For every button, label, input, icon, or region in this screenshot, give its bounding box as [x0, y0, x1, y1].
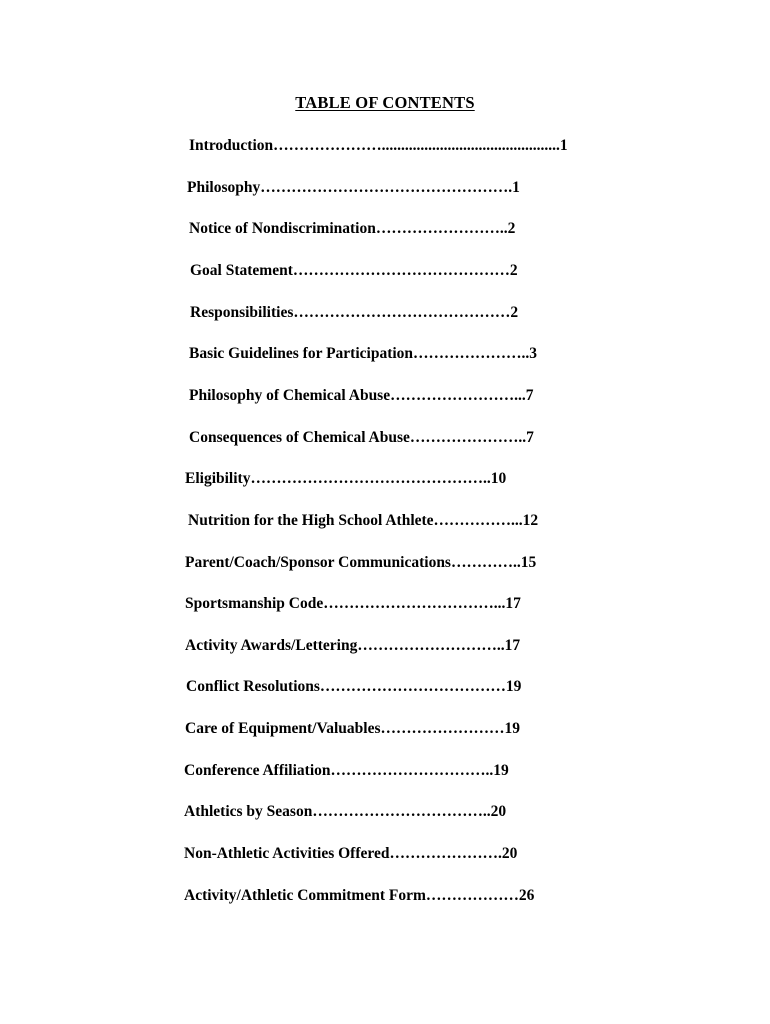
toc-entry: Care of Equipment/Valuables……………………19: [185, 720, 521, 737]
toc-entry: Philosophy………………………………………….1: [187, 179, 520, 196]
toc-entry: Nutrition for the High School Athlete……………...12: [188, 512, 539, 529]
toc-entry: Introduction…………………..............................................1: [189, 137, 568, 154]
toc-entry: Activity/Athletic Commitment Form………………26: [184, 887, 535, 904]
toc-entry: Responsibilities……………………………………2: [190, 304, 519, 321]
toc-entry: Eligibility………………………………………..10: [185, 470, 507, 487]
page-title: TABLE OF CONTENTS: [295, 93, 475, 112]
toc-entry: Conference Affiliation…………………………..19: [184, 762, 509, 779]
toc-entry: Sportsmanship Code……………………………...17: [185, 595, 521, 612]
toc-entry: Activity Awards/Lettering………………………..17: [185, 637, 521, 654]
toc-entry: Parent/Coach/Sponsor Communications…………..15: [185, 554, 537, 571]
toc-entry: Basic Guidelines for Participation…………………..3: [189, 345, 538, 362]
toc-entry: Consequences of Chemical Abuse…………………..7: [189, 429, 534, 446]
toc-entry: Athletics by Season……………………………..20: [184, 803, 507, 820]
toc-entry: Notice of Nondiscrimination……………………..2: [189, 220, 516, 237]
toc-entry: Philosophy of Chemical Abuse……………………...7: [189, 387, 534, 404]
toc-entry: Conflict Resolutions………………………………19: [186, 678, 522, 695]
toc-entry: Non-Athletic Activities Offered………………….20: [184, 845, 518, 862]
toc-entry: Goal Statement……………………………………2: [190, 262, 518, 279]
